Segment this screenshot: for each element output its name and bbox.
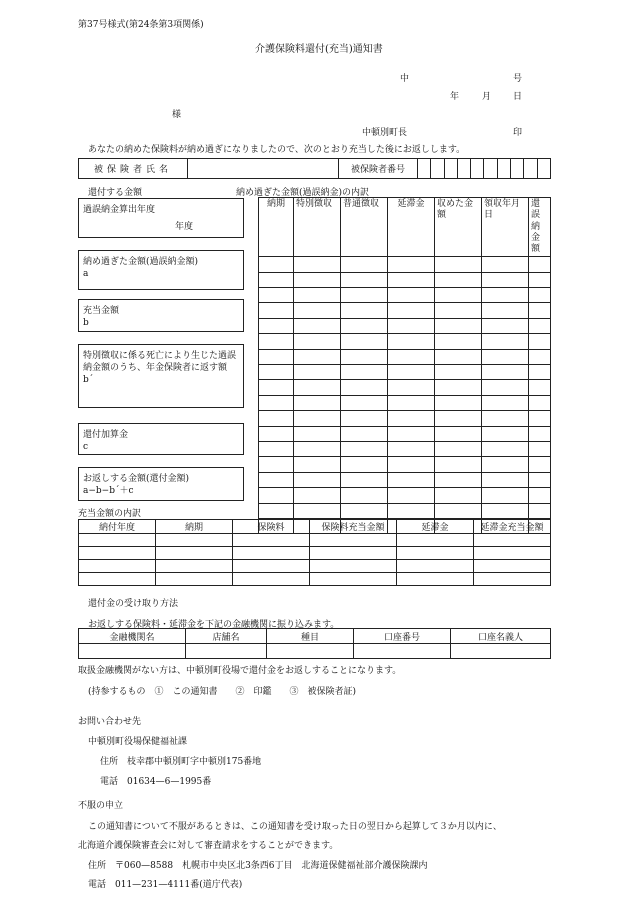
col-normal-collection: 普通徴収 (341, 198, 388, 257)
breakdown-row-cell (294, 318, 341, 333)
page-title: 介護保険料還付(充当)通知書 (255, 44, 383, 55)
breakdown-row-cell (388, 488, 435, 503)
breakdown-row-cell (529, 488, 551, 503)
allocation-row-cell (79, 547, 156, 560)
appeal-phone: 電話 011—231—4111番(道庁代表) (88, 880, 243, 890)
appeal-heading: 不服の申立 (78, 801, 124, 811)
mayor-label: 中頓別町長 (362, 128, 408, 138)
breakdown-row-cell (388, 411, 435, 426)
col-period: 納期 (156, 520, 233, 534)
breakdown-row-cell (482, 457, 529, 472)
refund-heading: 還付する金額 (88, 188, 143, 198)
seal-label: 印 (513, 128, 523, 138)
allocation-row-cell (156, 573, 233, 586)
allocation-row-cell (233, 573, 310, 586)
intro-text: あなたの納めた保険料が納め過ぎになりましたので、次のとおり充当した後にお返しします。 (88, 145, 466, 155)
breakdown-row-cell (294, 303, 341, 318)
refund-total-label: お返しする金額(還付金額) a−b−b´＋c (83, 474, 190, 497)
breakdown-row-cell (482, 380, 529, 395)
allocation-row (79, 547, 551, 560)
breakdown-row (259, 257, 551, 272)
breakdown-row-cell (435, 272, 482, 287)
breakdown-row-cell (388, 334, 435, 349)
breakdown-row-cell (341, 457, 388, 472)
breakdown-row-cell (529, 318, 551, 333)
breakdown-row-cell (294, 349, 341, 364)
breakdown-row (259, 288, 551, 303)
insured-number-label: 被保険者番号 (339, 159, 418, 179)
allocation-row-cell (397, 534, 474, 547)
date-day: 日 (513, 92, 523, 102)
breakdown-row-cell (341, 503, 388, 518)
breakdown-row-cell (529, 441, 551, 456)
breakdown-row-cell (435, 334, 482, 349)
breakdown-row-cell (294, 457, 341, 472)
bank-instruction: お返しする保険料・延滞金を下記の金融機関に振り込みます。 (88, 620, 340, 630)
breakdown-row-cell (482, 395, 529, 410)
breakdown-row-cell (482, 257, 529, 272)
breakdown-row-cell (388, 472, 435, 487)
breakdown-row-cell (435, 441, 482, 456)
account-number-cell (354, 644, 451, 659)
allocation-row-cell (474, 560, 551, 573)
insured-number-digit (444, 159, 457, 179)
breakdown-row-cell (482, 441, 529, 456)
contact-phone: 電話 01634—6—1995番 (100, 777, 212, 787)
breakdown-row-cell (388, 503, 435, 518)
breakdown-row (259, 303, 551, 318)
account-type-cell (267, 644, 354, 659)
breakdown-row-cell (435, 349, 482, 364)
allocation-row-cell (79, 573, 156, 586)
breakdown-row-cell (529, 457, 551, 472)
breakdown-row-cell (529, 257, 551, 272)
breakdown-row-cell (259, 411, 294, 426)
breakdown-row (259, 411, 551, 426)
allocation-table (78, 519, 551, 586)
breakdown-row (259, 488, 551, 503)
allocation-row (79, 560, 551, 573)
allocation-row-cell (474, 547, 551, 560)
col-late-charge-allocation: 延滞金充当金額 (474, 520, 551, 534)
breakdown-row-cell (341, 318, 388, 333)
allocation-row-cell (310, 560, 397, 573)
breakdown-row-cell (529, 426, 551, 441)
refund-total-box (78, 467, 244, 501)
form-number: 第37号様式(第24条第3項関係) (78, 20, 204, 30)
insured-name-cell (188, 159, 339, 179)
breakdown-row (259, 334, 551, 349)
appeal-address: 住所 〒060—8588 札幌市中央区北3条西6丁目 北海道保健福祉部介護保険課内 (88, 861, 428, 871)
allocation-heading: 充当金額の内訳 (78, 509, 142, 519)
breakdown-row-cell (482, 411, 529, 426)
breakdown-row-cell (294, 488, 341, 503)
allocation-row-cell (156, 534, 233, 547)
breakdown-row (259, 364, 551, 379)
insured-number-digit (431, 159, 444, 179)
branch-cell (186, 644, 267, 659)
breakdown-row-cell (388, 318, 435, 333)
breakdown-row-cell (529, 472, 551, 487)
breakdown-row-cell (259, 472, 294, 487)
allocation-row-cell (397, 560, 474, 573)
breakdown-row-cell (529, 272, 551, 287)
breakdown-row-cell (259, 334, 294, 349)
breakdown-row-cell (529, 364, 551, 379)
col-payment-year: 納付年度 (79, 520, 156, 534)
breakdown-row (259, 272, 551, 287)
breakdown-row (259, 380, 551, 395)
number-prefix: 中 (400, 74, 410, 84)
breakdown-row-cell (388, 272, 435, 287)
breakdown-row-cell (435, 257, 482, 272)
breakdown-row-cell (435, 364, 482, 379)
insured-number-digit (497, 159, 510, 179)
breakdown-row-cell (259, 364, 294, 379)
addressee-sama: 様 (172, 110, 182, 120)
breakdown-row-cell (529, 395, 551, 410)
breakdown-row-cell (529, 380, 551, 395)
interest-box (78, 423, 244, 455)
breakdown-row-cell (388, 441, 435, 456)
breakdown-row (259, 395, 551, 410)
breakdown-row-cell (388, 395, 435, 410)
breakdown-row-cell (388, 257, 435, 272)
breakdown-row-cell (482, 272, 529, 287)
breakdown-row-cell (294, 472, 341, 487)
bring-items: (持参するもの ① この通知書 ② 印鑑 ③ 被保険者証) (88, 687, 357, 697)
breakdown-row-cell (341, 288, 388, 303)
calc-year-box (78, 198, 244, 238)
breakdown-row-cell (388, 426, 435, 441)
insured-number-digit (484, 159, 497, 179)
breakdown-row (259, 457, 551, 472)
breakdown-row-cell (482, 488, 529, 503)
breakdown-row-cell (388, 349, 435, 364)
allocation-amount-label: 充当金額 b (83, 306, 120, 329)
breakdown-row-cell (435, 426, 482, 441)
overpaid-amount-label: 納め過ぎた金額(過誤納金額) a (83, 257, 199, 280)
breakdown-row-cell (482, 426, 529, 441)
breakdown-row-cell (341, 349, 388, 364)
allocation-amount-box (78, 299, 244, 332)
breakdown-row-cell (341, 488, 388, 503)
breakdown-row-cell (482, 318, 529, 333)
col-premium: 保険料 (233, 520, 310, 534)
number-suffix: 号 (513, 74, 523, 84)
breakdown-row (259, 426, 551, 441)
breakdown-row-cell (482, 288, 529, 303)
col-paid-amount: 収めた金額 (435, 198, 482, 257)
receive-heading: 還付金の受け取り方法 (88, 599, 179, 609)
allocation-row-cell (233, 534, 310, 547)
breakdown-row-cell (435, 303, 482, 318)
breakdown-row-cell (529, 411, 551, 426)
allocation-row-cell (474, 534, 551, 547)
breakdown-row-cell (435, 395, 482, 410)
breakdown-heading: 納め過ぎた金額(過誤納金)の内訳 (236, 188, 370, 198)
breakdown-row-cell (259, 488, 294, 503)
breakdown-row-cell (435, 472, 482, 487)
insured-number-digit (537, 159, 550, 179)
breakdown-row-cell (294, 411, 341, 426)
allocation-row-cell (156, 547, 233, 560)
no-bank-note: 取扱金融機関がない方は、中頓別町役場で還付金をお返しすることになります。 (78, 666, 402, 676)
breakdown-row-cell (294, 395, 341, 410)
col-bank-name: 金融機関名 (79, 629, 186, 644)
breakdown-row-cell (388, 364, 435, 379)
breakdown-row-cell (435, 318, 482, 333)
breakdown-row (259, 472, 551, 487)
pension-return-label: 特別徴収に係る死亡により生じた過誤納金額のうち、年金保険者に返す額 b´ (83, 351, 237, 386)
allocation-row-cell (233, 560, 310, 573)
breakdown-row-cell (341, 334, 388, 349)
col-account-type: 種目 (267, 629, 354, 644)
breakdown-row-cell (259, 303, 294, 318)
breakdown-row (259, 503, 551, 518)
breakdown-row-cell (294, 380, 341, 395)
col-branch: 店舗名 (186, 629, 267, 644)
breakdown-row-cell (529, 334, 551, 349)
breakdown-row-cell (259, 272, 294, 287)
bank-table (78, 628, 551, 659)
col-due-period: 納期 (259, 198, 294, 257)
breakdown-row-cell (259, 395, 294, 410)
account-holder-cell (451, 644, 551, 659)
contact-office: 中頓別町役場保健福祉課 (88, 737, 188, 747)
calc-year-label: 過誤納金算出年度 (83, 205, 156, 215)
breakdown-row-cell (294, 288, 341, 303)
allocation-row-cell (79, 560, 156, 573)
col-late-fee: 延滞金 (388, 198, 435, 257)
contact-heading: お問い合わせ先 (78, 717, 142, 727)
col-account-number: 口座番号 (354, 629, 451, 644)
breakdown-row-cell (259, 318, 294, 333)
contact-address: 住所 枝幸郡中頓別町字中頓別175番地 (100, 757, 262, 767)
allocation-row-cell (397, 547, 474, 560)
breakdown-row-cell (529, 503, 551, 518)
bank-name-cell (79, 644, 186, 659)
breakdown-row-cell (294, 441, 341, 456)
breakdown-row-cell (388, 457, 435, 472)
breakdown-row-cell (341, 426, 388, 441)
breakdown-row-cell (341, 257, 388, 272)
breakdown-row-cell (294, 364, 341, 379)
breakdown-row-cell (435, 503, 482, 518)
breakdown-row-cell (388, 303, 435, 318)
col-overpaid-amount: 還誤納金額 (529, 198, 551, 257)
breakdown-row-cell (529, 349, 551, 364)
insured-number-digit (457, 159, 470, 179)
insured-name-label: 被保険者氏名 (79, 159, 188, 179)
interest-label: 還付加算金 c (83, 430, 129, 453)
breakdown-row-cell (388, 288, 435, 303)
allocation-row-cell (233, 547, 310, 560)
breakdown-row-cell (259, 288, 294, 303)
breakdown-row-cell (482, 472, 529, 487)
allocation-row (79, 534, 551, 547)
breakdown-row-cell (341, 272, 388, 287)
breakdown-row-cell (259, 257, 294, 272)
breakdown-row-cell (294, 334, 341, 349)
breakdown-row-cell (294, 503, 341, 518)
col-late-charge: 延滞金 (397, 520, 474, 534)
breakdown-row-cell (482, 334, 529, 349)
col-receipt-date: 領収年月日 (482, 198, 529, 257)
allocation-row-cell (397, 573, 474, 586)
appeal-text-line1: この通知書について不服があるときは、この通知書を受け取った日の翌日から起算して３か月以内に、 (88, 822, 502, 832)
breakdown-row-cell (259, 380, 294, 395)
allocation-row-cell (310, 534, 397, 547)
breakdown-row-cell (388, 380, 435, 395)
breakdown-table (258, 197, 551, 534)
allocation-row-cell (156, 560, 233, 573)
col-account-holder: 口座名義人 (451, 629, 551, 644)
breakdown-row-cell (341, 380, 388, 395)
breakdown-row-cell (435, 411, 482, 426)
allocation-row-cell (474, 573, 551, 586)
breakdown-row-cell (294, 272, 341, 287)
breakdown-row-cell (341, 303, 388, 318)
breakdown-row-cell (259, 441, 294, 456)
pension-return-box (78, 344, 244, 408)
breakdown-row-cell (341, 364, 388, 379)
breakdown-row-cell (435, 457, 482, 472)
allocation-row-cell (79, 534, 156, 547)
breakdown-row-cell (482, 303, 529, 318)
breakdown-row-cell (294, 426, 341, 441)
insured-number-digit (511, 159, 524, 179)
breakdown-row (259, 349, 551, 364)
col-premium-allocation: 保険料充当金額 (310, 520, 397, 534)
date-year: 年 (450, 92, 460, 102)
breakdown-row-cell (529, 288, 551, 303)
date-month: 月 (482, 92, 492, 102)
breakdown-row-cell (529, 303, 551, 318)
breakdown-row-cell (259, 457, 294, 472)
insured-table (78, 158, 551, 179)
breakdown-row-cell (435, 288, 482, 303)
calc-year-suffix: 年度 (174, 222, 193, 232)
breakdown-row-cell (294, 257, 341, 272)
allocation-row (79, 573, 551, 586)
breakdown-row-cell (482, 349, 529, 364)
breakdown-row-cell (341, 411, 388, 426)
breakdown-row-cell (435, 380, 482, 395)
breakdown-row-cell (341, 472, 388, 487)
col-special-collection: 特別徴収 (294, 198, 341, 257)
appeal-text-line2: 北海道介護保険審査会に対して審査請求をすることができます。 (78, 841, 339, 851)
breakdown-row-cell (259, 426, 294, 441)
allocation-row-cell (310, 547, 397, 560)
breakdown-row (259, 441, 551, 456)
insured-number-digit (471, 159, 484, 179)
breakdown-row-cell (435, 488, 482, 503)
breakdown-row-cell (259, 349, 294, 364)
breakdown-row (259, 318, 551, 333)
insured-number-digit (524, 159, 537, 179)
breakdown-row-cell (482, 364, 529, 379)
allocation-row-cell (310, 573, 397, 586)
overpaid-amount-box (78, 250, 244, 290)
insured-number-digit (418, 159, 431, 179)
breakdown-row-cell (341, 441, 388, 456)
breakdown-row-cell (259, 503, 294, 518)
breakdown-row-cell (341, 395, 388, 410)
breakdown-row-cell (482, 503, 529, 518)
